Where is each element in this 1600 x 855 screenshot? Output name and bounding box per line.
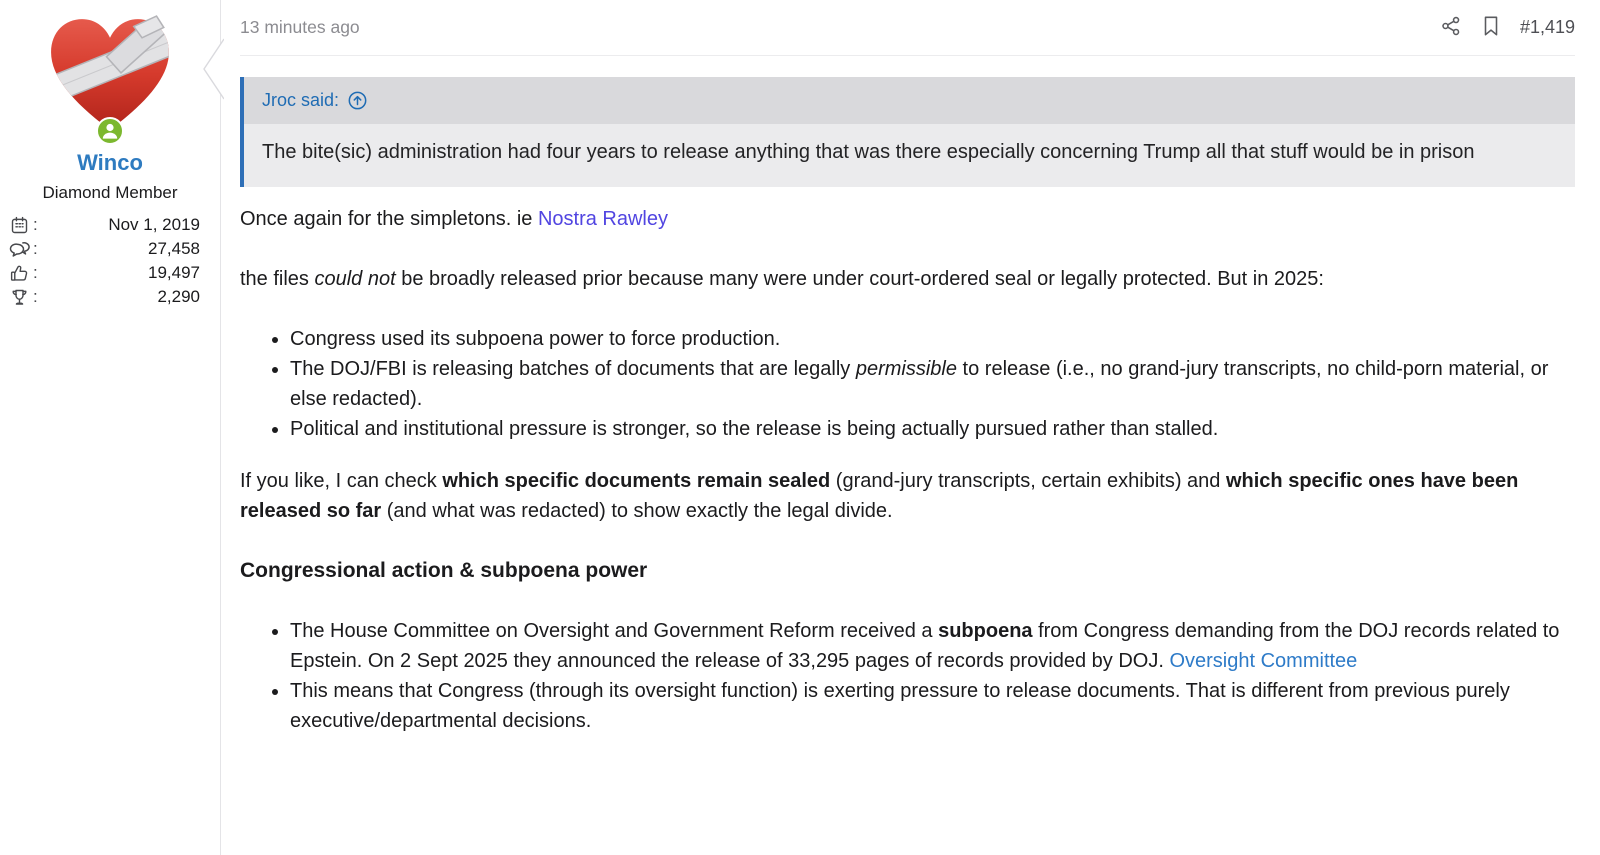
arrow-up-circle-icon[interactable] [348,91,367,110]
bold-run: subpoena [938,620,1033,642]
stat-colon: : [33,215,38,234]
quoted-message [240,77,1575,187]
italic-run: permissible [855,358,957,380]
post-number-link[interactable]: #1,419 [1519,17,1575,37]
stat-joined-value: Nov 1, 2019 [108,215,200,234]
stat-likes-value: 19,497 [148,263,200,282]
stat-messages [9,237,200,261]
text-run: be broadly released prior because many were under court-ordered seal or legally protected. But in 2025: [395,268,1324,290]
italic-run: could not [314,268,396,290]
author-stats [0,213,220,309]
author-user-title: Diamond Member [42,183,178,202]
quote-header [244,77,1575,124]
author-cell [0,0,221,855]
list-item [290,414,1575,444]
calendar-icon [9,214,33,236]
list-item [290,676,1575,736]
paragraph [240,264,1575,294]
bookmark-icon [1481,15,1501,40]
stat-points-value: 2,290 [157,287,200,306]
text-run: The House Committee on Oversight and Government Reform received a [290,620,939,642]
text-run: Congress used its subpoena power to force production. [290,328,781,350]
bold-run: which specific documents remain sealed [442,470,831,492]
text-run: to release (i.e., no grand-jury transcripts, no child-porn material, or else redacted). [290,358,1549,410]
message-actions [1440,15,1575,40]
bold-run: which specific ones have been released so far [240,470,1519,522]
text-run: If you like, I can check [240,470,443,492]
quote-text: The bite(sic) administration had four years to release anything that was there especially concerning Trump all that stuff would be in prison [244,124,1575,187]
stat-joined [9,213,200,237]
chat-bubbles-icon [9,238,33,260]
message-header [240,0,1575,56]
text-run: the files [240,268,315,290]
stat-likes [9,261,200,285]
text-run: The DOJ/FBI is releasing batches of documents that are legally [290,358,856,380]
author-username[interactable]: Winco [77,150,143,175]
bullet-list [240,324,1575,444]
trophy-icon [9,286,33,308]
stat-messages-value: 27,458 [148,239,200,258]
text-run: (grand-jury transcripts, certain exhibits) and [830,470,1226,492]
stat-points [9,285,200,309]
paragraph [240,466,1575,526]
online-status-badge [96,117,124,145]
list-item [290,616,1575,676]
author-avatar[interactable] [42,14,178,136]
quote-attribution-link[interactable]: Jroc said: [262,90,340,110]
message-bubble-pointer [201,38,224,100]
bookmark-button[interactable] [1481,15,1501,40]
paragraph [240,204,1575,234]
text-run: (and what was redacted) to show exactly the legal divide. [381,500,893,522]
text-run: from Congress demanding from the DOJ records related to Epstein. On 2 Sept 2025 they announced the release of 33,295 pages of records provided by DOJ. [290,620,1560,672]
text-run: This means that Congress (through its oversight function) is exerting pressure to release documents. That is different from previous purely executive/departmental decisions. [290,680,1510,732]
share-button[interactable] [1440,15,1462,40]
text-run: Once again for the simpletons. ie [240,208,538,230]
thumbs-up-icon [9,262,33,284]
bullet-list [240,616,1575,736]
share-icon [1440,15,1462,40]
oversight-committee-link[interactable]: Oversight Committee [1169,650,1358,672]
stat-colon: : [33,287,38,306]
post-timestamp[interactable]: 13 minutes ago [240,17,360,37]
text-run: Political and institutional pressure is stronger, so the release is being actually pursued rather than stalled. [290,418,1219,440]
list-item [290,354,1575,414]
section-heading: Congressional action & subpoena power [240,559,648,582]
post-body [240,204,1575,736]
mention-link[interactable]: Nostra Rawley [537,208,668,230]
message-body-cell [221,0,1600,855]
list-item [290,324,1575,354]
stat-colon: : [33,263,38,282]
stat-colon: : [33,239,38,258]
